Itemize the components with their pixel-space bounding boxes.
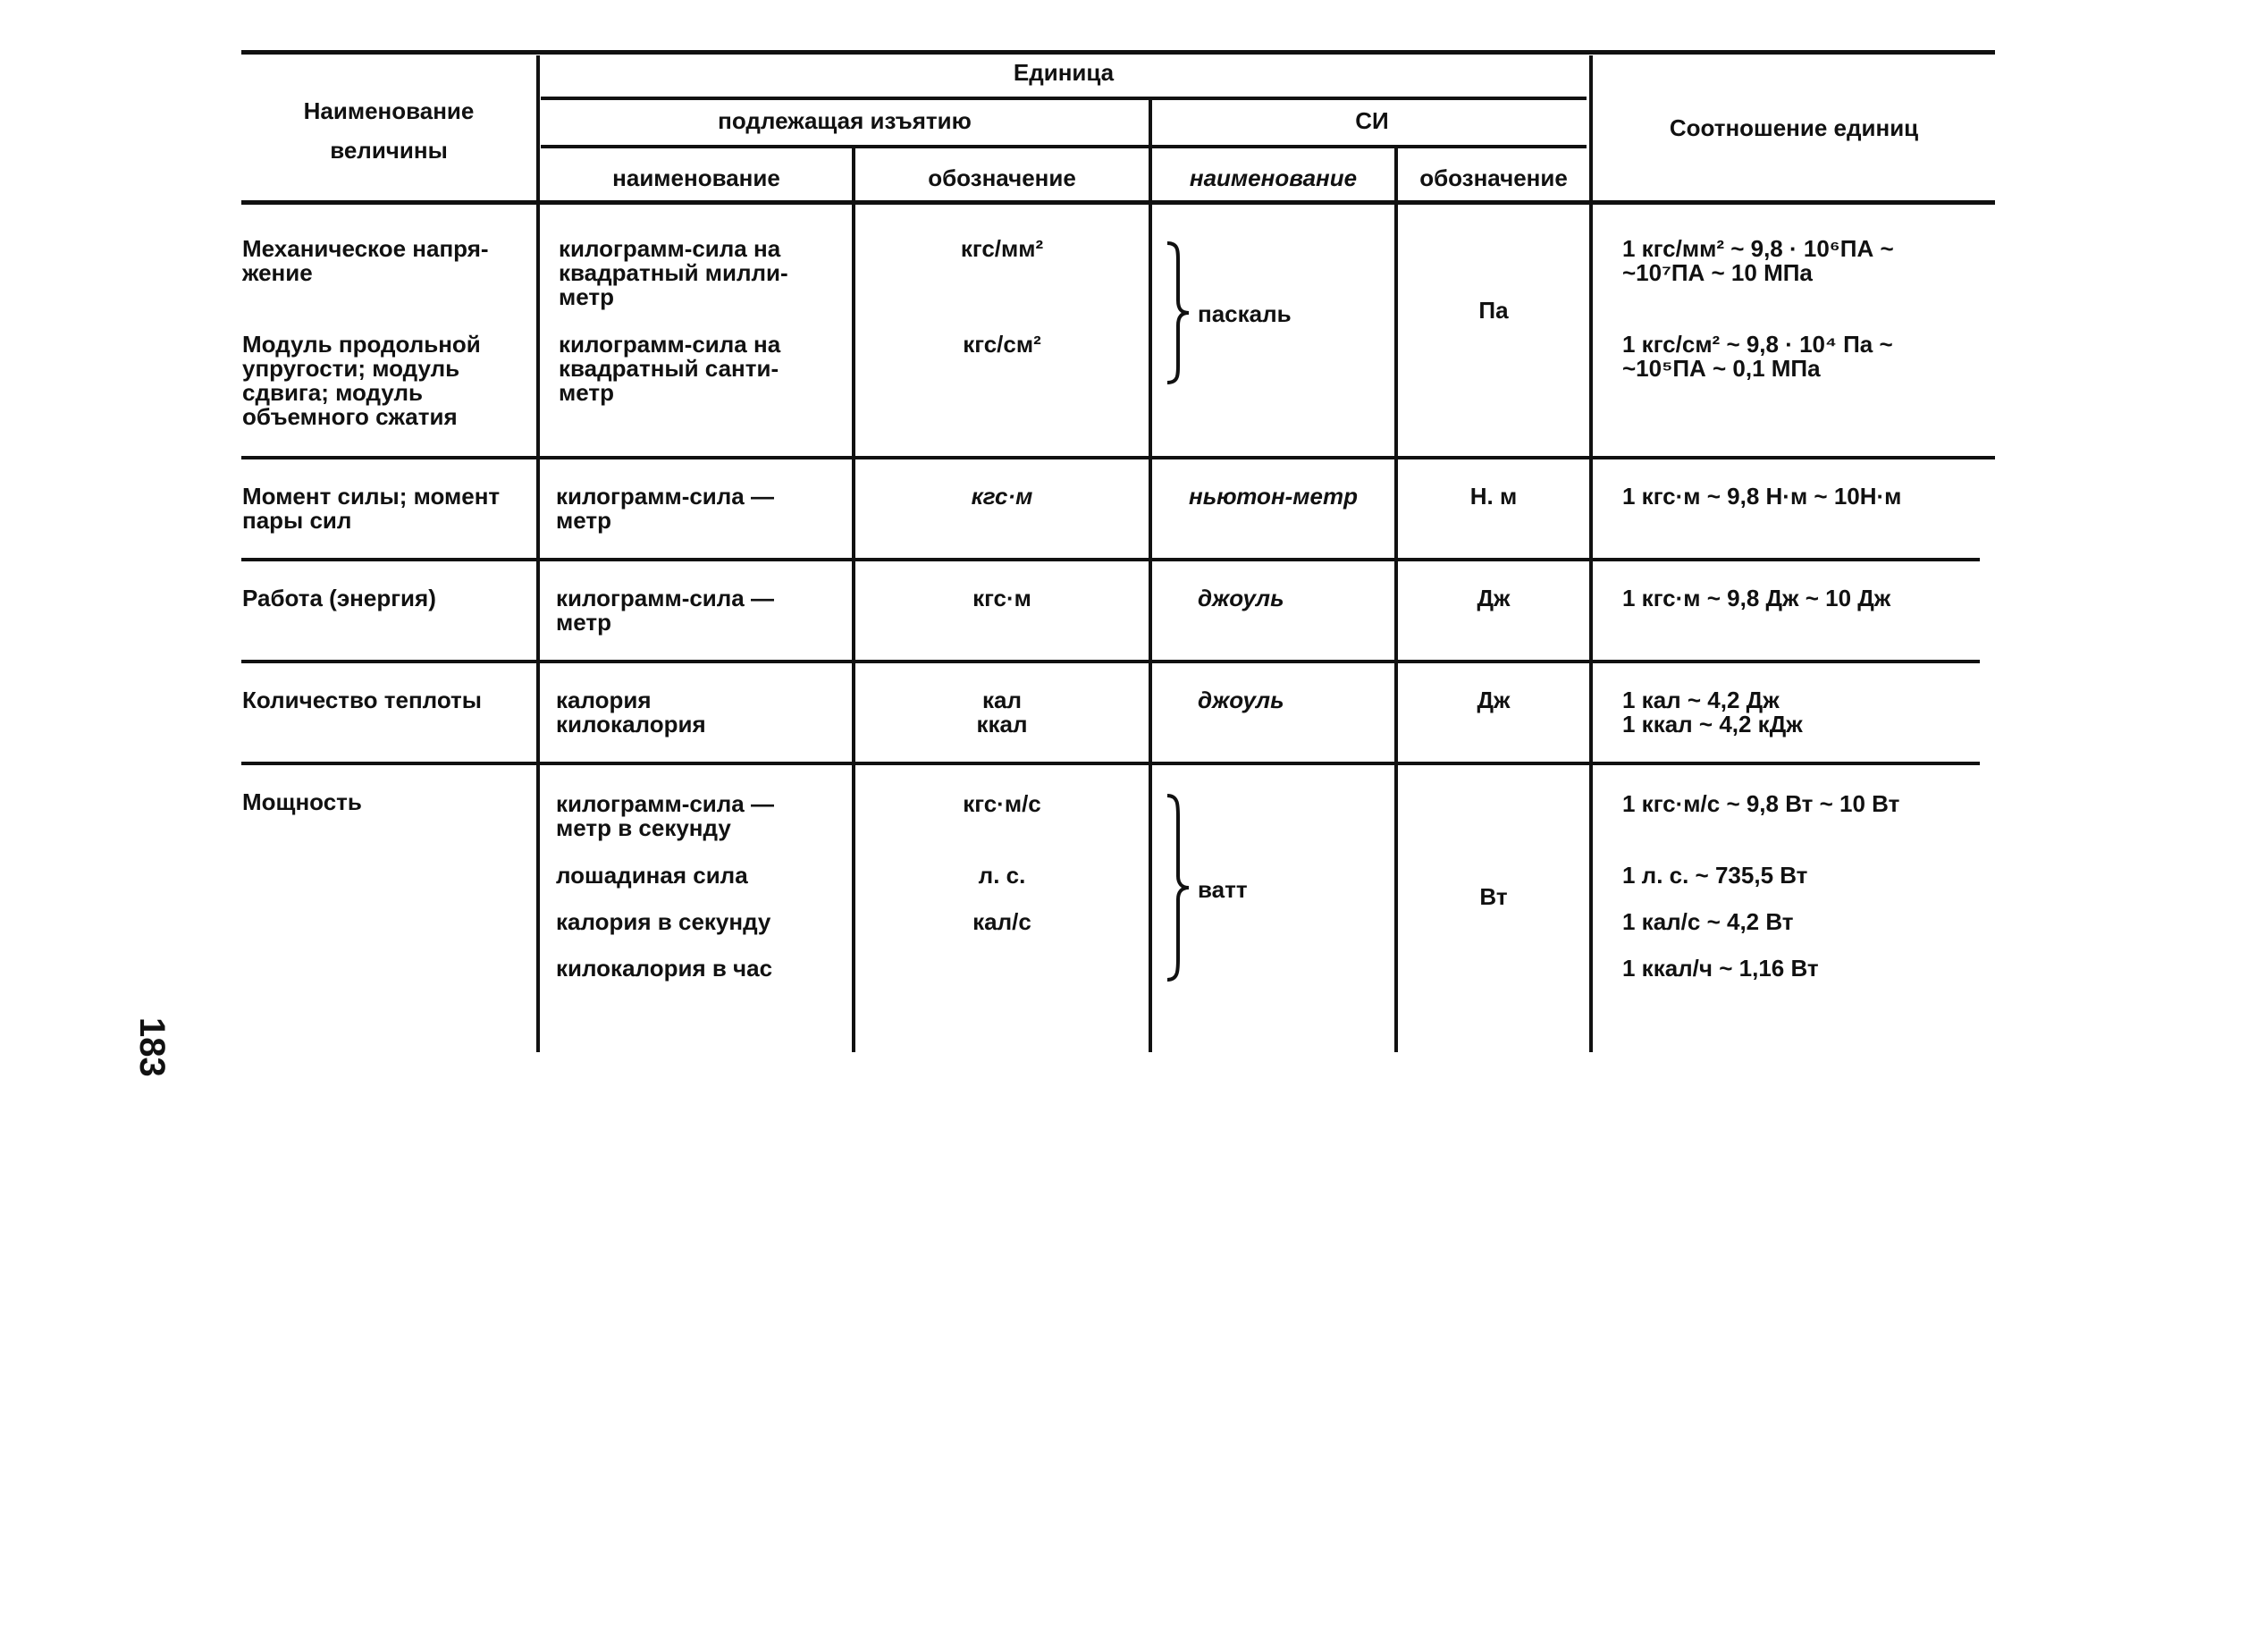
watt-si-symbol: Вт: [1479, 883, 1508, 910]
moment-quantity: Момент силы; момент пары сил: [242, 483, 501, 534]
heat-unit-symbol: кал ккал: [976, 687, 1028, 738]
modulus-unit-name: килограмм-сила на квадратный санти- метр: [559, 331, 781, 406]
work-ratio: 1 кгс·м ~ 9,8 Дж ~ 10 Дж: [1622, 585, 1891, 611]
modulus-quantity: Модуль продольной упругости; модуль сдвига; модуль объемного сжатия: [242, 331, 481, 430]
work-unit-name: килограмм-сила — метр: [556, 585, 774, 636]
watt-brace: [1164, 794, 1191, 982]
moment-si-symbol: Н. м: [1469, 483, 1518, 510]
power-ratio-2: 1 л. с. ~ 735,5 Вт: [1622, 862, 1808, 889]
heat-unit-name: калория килокалория: [556, 687, 706, 738]
power-ratio-1: 1 кгс·м/с ~ 9,8 Вт ~ 10 Вт: [1622, 790, 1900, 817]
moment-unit-symbol: кгс·м: [971, 483, 1033, 510]
subgroup-header-rule: [541, 145, 1587, 148]
stress-quantity: Механическое напря- жение: [242, 235, 489, 286]
header-name-col: наименование: [612, 164, 780, 191]
row-rule-3: [241, 660, 1980, 663]
power-unit-name-2: лошадиная сила: [556, 862, 748, 889]
pascal-si-symbol: Па: [1478, 297, 1509, 324]
header-bottom-rule: [241, 200, 1995, 205]
power-unit-name-1: килограмм-сила — метр в секунду: [556, 790, 774, 841]
moment-si-name: ньютон-метр: [1189, 483, 1358, 510]
header-symbol-col: обозначение: [928, 164, 1076, 191]
power-unit-name-4: килокалория в час: [556, 955, 773, 982]
header-unit: Единица: [1013, 59, 1115, 86]
power-unit-symbol-2: л. с.: [978, 862, 1026, 889]
moment-ratio: 1 кгс·м ~ 9,8 Н·м ~ 10Н·м: [1622, 483, 1902, 510]
work-quantity: Работа (энергия): [242, 585, 436, 611]
col-divider-1: [536, 55, 540, 1052]
table-top-rule: [241, 50, 1995, 55]
modulus-ratio: 1 кгс/см² ~ 9,8 · 10⁴ Па ~ ~10⁵ПА ~ 0,1 МПа: [1622, 331, 1893, 382]
col-divider-3: [1149, 100, 1152, 1052]
header-to-be-withdrawn: подлежащая изъятию: [718, 107, 972, 134]
heat-si-symbol: Дж: [1477, 687, 1511, 713]
header-si-name-col: наименование: [1189, 164, 1358, 191]
watt-si-name: ватт: [1198, 876, 1248, 903]
col-divider-5: [1589, 55, 1593, 1052]
stress-unit-name: килограмм-сила на квадратный милли- метр: [559, 235, 788, 310]
work-unit-symbol: кгс·м: [972, 585, 1031, 611]
heat-ratio: 1 кал ~ 4,2 Дж 1 ккал ~ 4,2 кДж: [1622, 687, 1803, 738]
stress-unit-symbol: кгс/мм²: [960, 235, 1044, 262]
power-ratio-3: 1 кал/с ~ 4,2 Вт: [1622, 908, 1794, 935]
power-unit-symbol-1: кгс·м/с: [963, 790, 1041, 817]
modulus-unit-symbol: кгс/см²: [963, 331, 1041, 358]
unit-header-rule: [541, 97, 1587, 100]
power-quantity: Мощность: [242, 788, 362, 815]
power-ratio-4: 1 ккал/ч ~ 1,16 Вт: [1622, 955, 1819, 982]
heat-si-name: джоуль: [1198, 687, 1284, 713]
work-si-symbol: Дж: [1477, 585, 1511, 611]
header-quantity-name: Наименование величины: [303, 97, 475, 164]
row-rule-1: [241, 456, 1995, 459]
row-rule-2: [241, 558, 1980, 561]
header-si: СИ: [1355, 107, 1389, 134]
row-rule-4: [241, 762, 1980, 765]
heat-quantity: Количество теплоты: [242, 687, 482, 713]
header-si-symbol-col: обозначение: [1419, 164, 1568, 191]
work-si-name: джоуль: [1198, 585, 1284, 611]
pascal-si-name: паскаль: [1198, 300, 1292, 327]
power-unit-symbol-3: кал/с: [972, 908, 1031, 935]
header-ratio: Соотношение единиц: [1669, 114, 1919, 141]
pascal-brace: [1164, 241, 1191, 384]
page-number: 183: [132, 1017, 172, 1077]
moment-unit-name: килограмм-сила — метр: [556, 483, 774, 534]
power-unit-name-3: калория в секунду: [556, 908, 771, 935]
stress-ratio: 1 кгс/мм² ~ 9,8 · 10⁶ПА ~ ~10⁷ПА ~ 10 МПа: [1622, 235, 1894, 286]
